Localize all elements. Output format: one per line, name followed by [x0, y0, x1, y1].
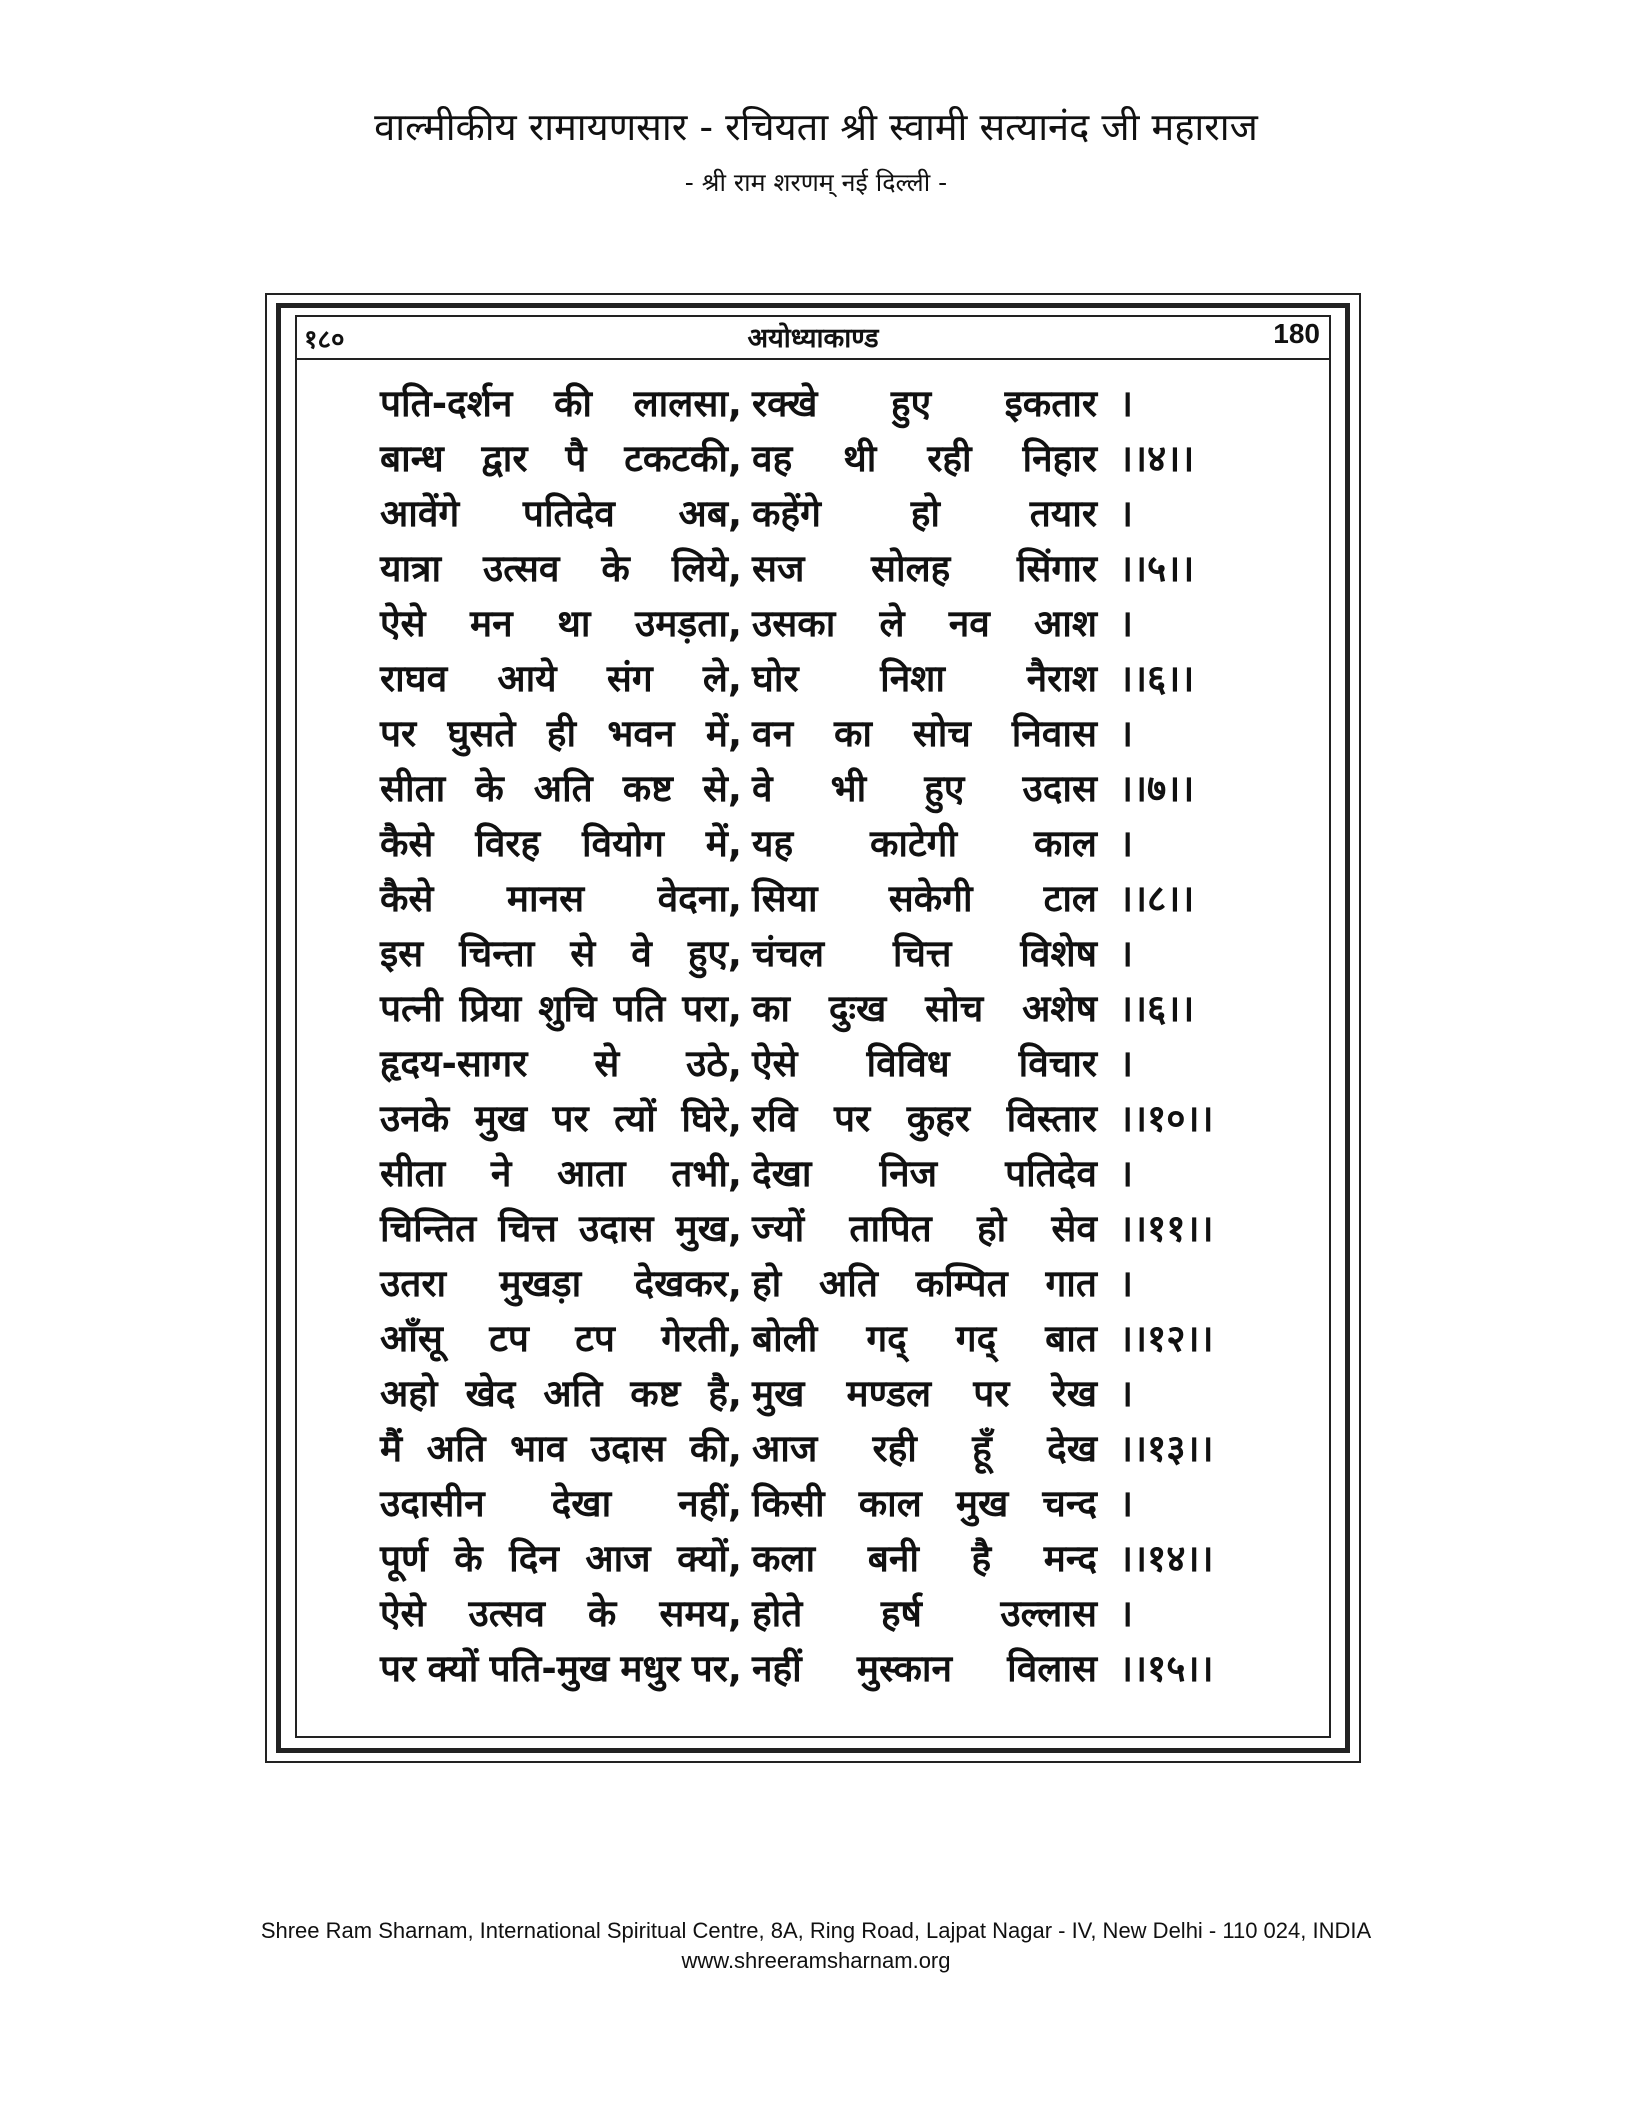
verse-word: बोली: [752, 1317, 818, 1360]
verse-first-half: [380, 1256, 742, 1307]
verse-word: काल: [858, 1482, 922, 1525]
verse-word: देखा: [551, 1482, 612, 1525]
verse-word: में,: [705, 712, 742, 755]
verse-word: मानस: [506, 877, 585, 920]
verse-first-half: [380, 651, 742, 702]
verse-word: ऐसे: [380, 602, 426, 645]
verse-marker: ।।१२।।: [1119, 1317, 1214, 1360]
verse-second-half: [752, 431, 1097, 482]
verse-word: अहो: [380, 1372, 438, 1415]
verse-second-half: [752, 816, 1097, 867]
verse-word: कैसे: [380, 877, 434, 920]
verse-marker: ।: [1119, 382, 1134, 425]
page-number-hindi: १८०: [304, 325, 345, 355]
verse-line: [380, 484, 1280, 539]
verse-line: [380, 869, 1280, 924]
verse-first-half: [380, 1146, 742, 1197]
verse-word: उदास: [578, 1207, 654, 1250]
verse-word: विरह: [475, 822, 541, 865]
verse-word: किसी: [752, 1482, 825, 1525]
verse-word: चित्त: [892, 932, 952, 975]
verse-word: का: [833, 712, 872, 755]
verse-word: क्यों,: [677, 1537, 742, 1580]
verse-word: आज: [752, 1427, 818, 1470]
verse-word: आवेंगे: [380, 492, 460, 535]
verse-word: देखा: [752, 1152, 812, 1195]
verse-first-half: [380, 926, 742, 977]
verse-word: में,: [705, 822, 742, 865]
verse-word: के: [475, 767, 504, 810]
verse-line: [380, 1529, 1280, 1584]
verse-word: समय,: [659, 1592, 742, 1635]
verse-word: चिन्ता: [459, 932, 535, 975]
verse-word: विचार: [1018, 1042, 1097, 1085]
document-title: वाल्मीकीय रामायणसार - रचियता श्री स्वामी सत्यानंद जी महाराज: [374, 105, 1258, 149]
verse-word: पत्नी: [380, 987, 443, 1030]
verse-first-half: [380, 1586, 742, 1637]
verse-word: देख: [1047, 1427, 1097, 1470]
verse-first-half: [380, 1641, 742, 1692]
verse-word: कम्पित: [915, 1262, 1008, 1305]
verse-line: [380, 1584, 1280, 1639]
verse-word: पति-दर्शन: [380, 382, 513, 425]
verse-word: कला: [752, 1537, 816, 1580]
verse-second-half: [752, 1586, 1097, 1637]
verse-word: उत्सव: [468, 1592, 545, 1635]
verse-first-half: [380, 1421, 742, 1472]
verse-word: अति: [543, 1372, 603, 1415]
verse-word: पर: [973, 1372, 1010, 1415]
verse-word: पति-मुख: [489, 1647, 610, 1690]
verse-word: हर्ष: [880, 1592, 922, 1635]
verse-word: था: [557, 602, 591, 645]
verse-word: ने: [490, 1152, 512, 1195]
verse-marker: ।: [1119, 822, 1134, 865]
verse-word: काल: [1033, 822, 1097, 865]
verse-first-half: [380, 431, 742, 482]
verse-word: मुख: [955, 1482, 1009, 1525]
verse-first-half: [380, 541, 742, 592]
verse-marker: ।: [1119, 602, 1134, 645]
verse-word: वन: [752, 712, 794, 755]
verse-word: पर: [552, 1097, 589, 1140]
verse-word: दुःख: [828, 987, 887, 1030]
verse-word: पर: [380, 1647, 417, 1690]
verse-word: क्यों: [427, 1647, 479, 1690]
verse-word: वे: [752, 767, 773, 810]
verse-word: त्यों: [614, 1097, 656, 1140]
verse-word: रेख: [1051, 1372, 1097, 1415]
verse-word: निहार: [1022, 437, 1097, 480]
verse-word: आता: [557, 1152, 626, 1195]
verse-second-half: [752, 596, 1097, 647]
verse-word: वह: [752, 437, 793, 480]
verse-word: सोलह: [870, 547, 951, 590]
verse-first-half: [380, 1531, 742, 1582]
verse-second-half: [752, 1531, 1097, 1582]
verse-word: होते: [752, 1592, 803, 1635]
verse-word: टप: [575, 1317, 615, 1360]
verse-word: लालसा,: [633, 382, 742, 425]
verse-line: [380, 1034, 1280, 1089]
verse-line: [380, 594, 1280, 649]
verse-word: यह: [752, 822, 794, 865]
verse-word: सोच: [925, 987, 984, 1030]
verse-word: रही: [927, 437, 972, 480]
verse-word: अति: [426, 1427, 486, 1470]
verse-word: अब,: [678, 492, 742, 535]
verse-word: नहीं,: [678, 1482, 742, 1525]
verse-second-half: [752, 981, 1097, 1032]
footer-website: www.shreeramsharnam.org: [681, 1948, 951, 1973]
verse-word: उठे,: [686, 1042, 742, 1085]
verse-word: मुख: [752, 1372, 805, 1415]
chapter-title: अयोध्याकाण्ड: [747, 323, 879, 354]
verse-second-half: [752, 1256, 1097, 1307]
verse-word: उत्सव: [483, 547, 560, 590]
verse-word: तयार: [1029, 492, 1097, 535]
verse-word: ऐसे: [752, 1042, 798, 1085]
verse-line: [380, 1474, 1280, 1529]
verse-word: आज: [585, 1537, 651, 1580]
verse-word: हुए: [890, 382, 932, 425]
verse-marker: ।।५।।: [1119, 547, 1195, 590]
verse-word: मुखड़ा: [499, 1262, 582, 1305]
verse-word: पर,: [691, 1647, 742, 1690]
verse-word: संग: [606, 657, 653, 700]
verse-second-half: [752, 486, 1097, 537]
verse-marker: ।।११।।: [1119, 1207, 1214, 1250]
verse-marker: ।।४।।: [1119, 437, 1195, 480]
verse-line: [380, 704, 1280, 759]
page-number: 180: [1273, 318, 1320, 349]
verse-second-half: [752, 761, 1097, 812]
verse-word: उदास: [590, 1427, 666, 1470]
verse-word: वे: [631, 932, 652, 975]
verse-word: विस्तार: [1006, 1097, 1097, 1140]
verse-word: चिन्तित: [380, 1207, 477, 1250]
verse-word: रवि: [752, 1097, 798, 1140]
verse-word: सकेगी: [888, 877, 973, 920]
verse-line: [380, 1199, 1280, 1254]
verse-word: सेव: [1051, 1207, 1097, 1250]
verse-word: उदासीन: [380, 1482, 485, 1525]
verse-word: देखकर,: [634, 1262, 742, 1305]
verse-word: थी: [843, 437, 877, 480]
verse-line: [380, 1089, 1280, 1144]
verse-word: हो: [910, 492, 940, 535]
verse-word: नव: [948, 602, 990, 645]
verse-word: से: [570, 932, 596, 975]
verse-word: निशा: [880, 657, 946, 700]
verse-word: पतिदेव: [522, 492, 615, 535]
verse-word: यात्रा: [380, 547, 442, 590]
verse-marker: ।: [1119, 1152, 1134, 1195]
verse-marker: ।।१३।।: [1119, 1427, 1214, 1470]
verse-word: ही: [546, 712, 577, 755]
verse-word: इकतार: [1004, 382, 1097, 425]
verse-word: अति: [819, 1262, 878, 1305]
verse-marker: ।।१०।।: [1119, 1097, 1214, 1140]
verse-word: दिन: [509, 1537, 559, 1580]
verse-word: अति: [533, 767, 593, 810]
verse-word: मन: [470, 602, 513, 645]
verse-word: से: [594, 1042, 620, 1085]
verse-line: [380, 1144, 1280, 1199]
verse-word: मण्डल: [846, 1372, 932, 1415]
verse-word: तभी,: [671, 1152, 742, 1195]
verse-second-half: [752, 1421, 1097, 1472]
verse-word: सिंगार: [1016, 547, 1097, 590]
verse-line: [380, 759, 1280, 814]
verse-second-half: [752, 541, 1097, 592]
verse-word: नैराश: [1026, 657, 1097, 700]
verse-second-half: [752, 651, 1097, 702]
verse-first-half: [380, 1036, 742, 1087]
verse-line: [380, 1419, 1280, 1474]
verse-second-half: [752, 1641, 1097, 1692]
verse-marker: ।: [1119, 1482, 1134, 1525]
verse-word: आश: [1034, 602, 1097, 645]
verse-word: हुए,: [687, 932, 742, 975]
verse-word: चित्त: [498, 1207, 557, 1250]
verse-word: उतरा: [380, 1262, 447, 1305]
verse-second-half: [752, 376, 1097, 427]
verse-second-half: [752, 1146, 1097, 1197]
verse-word: प्रिया: [459, 987, 522, 1030]
verse-word: तापित: [849, 1207, 932, 1250]
verse-block: [380, 374, 1280, 1694]
verse-word: उल्लास: [1000, 1592, 1097, 1635]
verse-word: मुस्कान: [856, 1647, 952, 1690]
verse-first-half: [380, 761, 742, 812]
verse-marker: ।: [1119, 1592, 1134, 1635]
verse-line: [380, 1639, 1280, 1694]
verse-word: चंचल: [752, 932, 825, 975]
verse-word: परा,: [682, 987, 742, 1030]
verse-marker: ।: [1119, 492, 1134, 535]
verse-second-half: [752, 1476, 1097, 1527]
verse-word: हूँ: [972, 1427, 992, 1470]
verse-word: नहीं: [752, 1647, 802, 1690]
verse-marker: ।: [1119, 712, 1134, 755]
verse-word: लिये,: [671, 547, 742, 590]
verse-word: से,: [702, 767, 742, 810]
verse-word: भाव: [510, 1427, 567, 1470]
verse-marker: ।।१४।।: [1119, 1537, 1214, 1580]
verse-marker: ।।७।।: [1119, 767, 1195, 810]
verse-marker: ।।८।।: [1119, 877, 1195, 920]
verse-first-half: [380, 1091, 742, 1142]
verse-word: पर: [833, 1097, 871, 1140]
verse-first-half: [380, 376, 742, 427]
verse-first-half: [380, 981, 742, 1032]
verse-word: रक्खे: [752, 382, 818, 425]
verse-word: है: [971, 1537, 992, 1580]
verse-line: [380, 814, 1280, 869]
verse-word: द्वार: [481, 437, 528, 480]
verse-word: सिया: [752, 877, 818, 920]
verse-second-half: [752, 926, 1097, 977]
verse-word: मधुर: [620, 1647, 681, 1690]
verse-marker: ।: [1119, 1042, 1134, 1085]
verse-word: पर: [380, 712, 417, 755]
verse-marker: ।।६।।: [1119, 987, 1195, 1030]
verse-word: विशेष: [1020, 932, 1097, 975]
verse-word: घुसते: [447, 712, 516, 755]
verse-word: टप: [489, 1317, 529, 1360]
verse-word: सीता: [380, 767, 446, 810]
verse-word: ऐसे: [380, 1592, 426, 1635]
verse-marker: ।: [1119, 1262, 1134, 1305]
verse-word: की,: [689, 1427, 742, 1470]
document-subtitle: - श्री राम शरणम् नई दिल्ली -: [684, 168, 948, 197]
verse-first-half: [380, 1201, 742, 1252]
verse-word: सीता: [380, 1152, 446, 1195]
verse-word: की: [553, 382, 592, 425]
verse-word: इस: [380, 932, 424, 975]
verse-word: हुए: [924, 767, 965, 810]
verse-word: ले: [879, 602, 905, 645]
verse-word: निज: [879, 1152, 938, 1195]
verse-word: बनी: [867, 1537, 919, 1580]
verse-word: रही: [872, 1427, 917, 1470]
verse-word: गात: [1045, 1262, 1097, 1305]
verse-word: ले,: [702, 657, 742, 700]
verse-word: हो: [752, 1262, 782, 1305]
verse-word: पै: [565, 437, 587, 480]
footer-address: Shree Ram Sharnam, International Spiritual Centre, 8A, Ring Road, Lajpat Nagar - IV, New Delhi - 110 024, INDIA: [260, 1918, 1372, 1943]
verse-line: [380, 1364, 1280, 1419]
verse-word: कष्ट: [630, 1372, 681, 1415]
verse-second-half: [752, 1201, 1097, 1252]
verse-second-half: [752, 1036, 1097, 1087]
verse-second-half: [752, 706, 1097, 757]
verse-word: कहेंगे: [752, 492, 821, 535]
verse-line: [380, 1254, 1280, 1309]
verse-word: सज: [752, 547, 805, 590]
verse-word: बान्ध: [380, 437, 444, 480]
verse-word: घोर: [752, 657, 799, 700]
verse-word: बात: [1045, 1317, 1097, 1360]
verse-first-half: [380, 706, 742, 757]
verse-marker: ।: [1119, 1372, 1134, 1415]
verse-first-half: [380, 1311, 742, 1362]
verse-word: भी: [830, 767, 867, 810]
verse-line: [380, 979, 1280, 1034]
verse-word: ज्यों: [752, 1207, 805, 1250]
verse-word: कुहर: [906, 1097, 970, 1140]
verse-word: सोच: [912, 712, 971, 755]
verse-word: पूर्ण: [380, 1537, 428, 1580]
verse-word: कैसे: [380, 822, 434, 865]
verse-word: गद्: [955, 1317, 997, 1360]
verse-word: अशेष: [1022, 987, 1097, 1030]
verse-word: हो: [976, 1207, 1007, 1250]
verse-word: मुख: [474, 1097, 528, 1140]
verse-line: [380, 539, 1280, 594]
verse-word: विलास: [1007, 1647, 1097, 1690]
verse-marker: ।।१५।।: [1119, 1647, 1214, 1690]
verse-line: [380, 429, 1280, 484]
verse-word: काटेगी: [869, 822, 958, 865]
verse-line: [380, 374, 1280, 429]
header-divider: [295, 358, 1331, 360]
verse-word: कष्ट: [622, 767, 673, 810]
verse-word: वेदना,: [657, 877, 742, 920]
verse-word: भवन: [607, 712, 675, 755]
verse-word: उसका: [752, 602, 836, 645]
verse-word: घिरे,: [681, 1097, 742, 1140]
verse-word: उदास: [1022, 767, 1097, 810]
verse-word: के: [601, 547, 630, 590]
verse-word: विविध: [866, 1042, 950, 1085]
verse-word: गद्: [866, 1317, 907, 1360]
verse-second-half: [752, 1091, 1097, 1142]
verse-word: के: [587, 1592, 617, 1635]
verse-line: [380, 924, 1280, 979]
verse-word: मैं: [380, 1427, 403, 1470]
verse-second-half: [752, 1366, 1097, 1417]
verse-word: टकटकी,: [624, 437, 742, 480]
verse-word: राघव: [380, 657, 448, 700]
verse-word: उमड़ता,: [635, 602, 742, 645]
verse-word: मन्द: [1043, 1537, 1097, 1580]
verse-first-half: [380, 816, 742, 867]
verse-word: गेरती,: [661, 1317, 742, 1360]
verse-second-half: [752, 871, 1097, 922]
verse-word: के: [454, 1537, 483, 1580]
verse-second-half: [752, 1311, 1097, 1362]
verse-word: पति: [613, 987, 666, 1030]
verse-word: है,: [708, 1372, 742, 1415]
verse-word: टाल: [1043, 877, 1097, 920]
verse-word: का: [752, 987, 790, 1030]
verse-word: हृदय-सागर: [380, 1042, 528, 1085]
verse-line: [380, 1309, 1280, 1364]
verse-first-half: [380, 871, 742, 922]
verse-word: चन्द: [1042, 1482, 1097, 1525]
verse-marker: ।।६।।: [1119, 657, 1195, 700]
verse-word: पतिदेव: [1005, 1152, 1097, 1195]
verse-word: निवास: [1011, 712, 1097, 755]
verse-word: आये: [497, 657, 557, 700]
verse-first-half: [380, 1476, 742, 1527]
verse-word: उनके: [380, 1097, 450, 1140]
verse-word: आँसू: [380, 1317, 443, 1360]
verse-word: मुख,: [675, 1207, 742, 1250]
verse-word: शुचि: [538, 987, 597, 1030]
verse-first-half: [380, 1366, 742, 1417]
verse-word: खेद: [465, 1372, 516, 1415]
verse-first-half: [380, 486, 742, 537]
verse-word: वियोग: [581, 822, 664, 865]
verse-line: [380, 649, 1280, 704]
verse-marker: ।: [1119, 932, 1134, 975]
verse-first-half: [380, 596, 742, 647]
